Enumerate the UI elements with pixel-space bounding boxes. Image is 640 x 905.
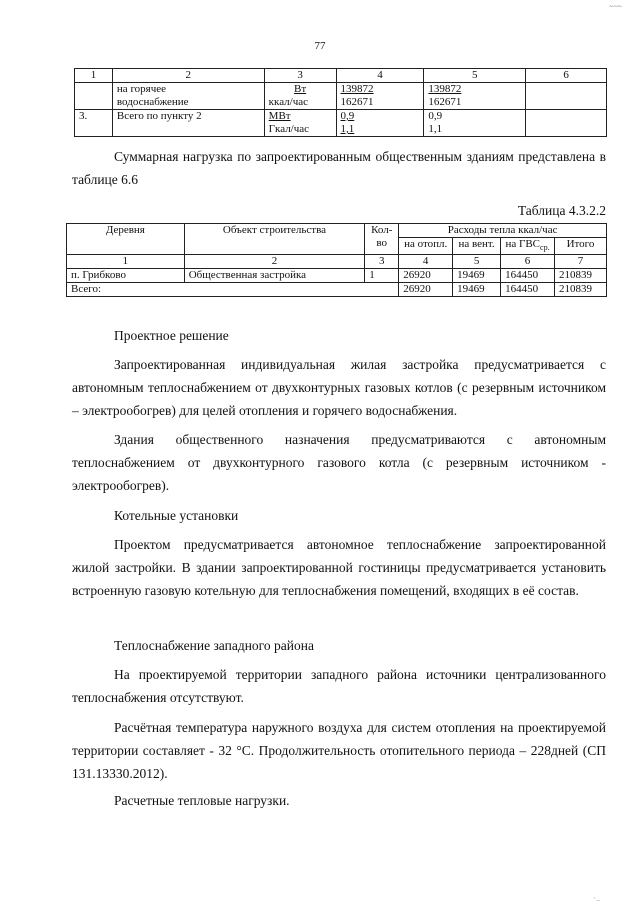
cell-line: 162671 (340, 96, 374, 108)
design-heading: Проектное решение (114, 328, 229, 343)
cell-empty (526, 110, 607, 137)
table-row (75, 110, 607, 137)
header-heating: на отопл. (399, 238, 453, 255)
cell-total-label: Всего: (67, 283, 399, 297)
cell-heating: 26920 (399, 269, 453, 283)
page-number: 77 (314, 40, 326, 52)
header-gvs-sub: ср. (540, 243, 550, 253)
cell-value (336, 110, 424, 137)
col-num: 5 (453, 255, 501, 269)
cell-unit (264, 83, 336, 110)
header-gvs (501, 238, 555, 255)
cell-index: 3. (75, 110, 113, 137)
cell-value (336, 83, 424, 110)
loads-heading: Расчетные тепловые нагрузки. (114, 793, 290, 808)
cell-line: 0,9 (428, 110, 443, 122)
col-num-2: 2 (112, 69, 264, 83)
cell-name (112, 83, 264, 110)
col-num: 1 (67, 255, 185, 269)
corner-mark: ~~~ (609, 2, 622, 11)
col-num-1: 1 (75, 69, 113, 83)
cell-object: Общественная застройка (184, 269, 365, 283)
corner-mark-bottom: ·.. (593, 894, 600, 903)
cell-ventilation: 19469 (453, 269, 501, 283)
header-village: Деревня (67, 224, 185, 255)
cell-count: 1 (365, 269, 399, 283)
col-num: 2 (184, 255, 365, 269)
cell-ventilation: 19469 (453, 283, 501, 297)
cell-line: 139872 (340, 83, 374, 95)
summary-paragraph: Суммарная нагрузка по запроектированным общественным зданиям представлена в таблице 6.6 (72, 149, 606, 187)
table-total-row (67, 283, 607, 297)
table-caption: Таблица 4.3.2.2 (517, 203, 606, 218)
cell-line: 162671 (428, 96, 462, 108)
col-num-6: 6 (526, 69, 607, 83)
cell-value (424, 110, 526, 137)
header-gvs-label: на ГВС (505, 238, 541, 250)
cell-index (75, 83, 113, 110)
cell-line: ккал/час (268, 96, 309, 108)
cell-village: п. Грибково (67, 269, 185, 283)
cell-total: 210839 (555, 269, 607, 283)
heat-load-table-continued (74, 68, 607, 137)
header-total: Итого (555, 238, 607, 255)
cell-line: 139872 (428, 83, 462, 95)
paragraph-boiler: Проектом предусматривается автономное теплоснабжение запроектированной жилой застройки. В здании запроектированной гостиницы предусматривается установить встроенную газовую котельную для теплоснабжения помещений, входящих в её состав. (72, 537, 606, 598)
cell-heating: 26920 (399, 283, 453, 297)
col-num: 4 (399, 255, 453, 269)
header-consumption: Расходы тепла ккал/час (399, 224, 607, 238)
table-header-row (75, 69, 607, 83)
cell-unit (264, 110, 336, 137)
cell-value (424, 83, 526, 110)
cell-name (112, 110, 264, 137)
cell-line: на горячее (116, 83, 167, 95)
paragraph-residential: Запроектированная индивидуальная жилая застройка предусматривается с автономным теплоснабжением от двухконтурных газовых котлов (с резервным источником – электрообогрев) для целей отопления и горячего водоснабжения. (72, 357, 606, 418)
public-buildings-heat-table (66, 223, 607, 297)
col-num: 7 (555, 255, 607, 269)
paragraph-temperature: Расчётная температура наружного воздуха для систем отопления на проектируемой территории составляет - 32 °С. Продолжительность отопительного периода – 228дней (СП 131.13330.2012). (72, 720, 606, 781)
table-header-row (67, 224, 607, 238)
cell-line: 1,1 (340, 123, 355, 135)
header-object: Объект строительства (184, 224, 365, 255)
cell-gvs: 164450 (501, 283, 555, 297)
col-num: 6 (501, 255, 555, 269)
col-num: 3 (365, 255, 399, 269)
table-number-row (67, 255, 607, 269)
cell-line: Вт (294, 83, 307, 95)
boiler-heading: Котельные установки (114, 508, 239, 523)
table-row (75, 83, 607, 110)
cell-line: 1,1 (428, 123, 443, 135)
cell-total: 210839 (555, 283, 607, 297)
col-num-3: 3 (264, 69, 336, 83)
header-count: Кол-во (365, 224, 399, 255)
header-ventilation: на вент. (453, 238, 501, 255)
cell-line: МВт (268, 110, 291, 122)
cell-line: Гкал/час (268, 123, 310, 135)
cell-gvs: 164450 (501, 269, 555, 283)
cell-line: 0,9 (340, 110, 355, 122)
paragraph-public: Здания общественного назначения предусматриваются с автономным теплоснабжением от двухконтурного газового котла (с резервным источником - электрообогрев). (72, 432, 606, 493)
cell-line: Всего по пункту 2 (116, 110, 202, 122)
paragraph-west: На проектируемой территории западного района источники централизованного теплоснабжения отсутствуют. (72, 667, 606, 705)
cell-line: водоснабжение (116, 96, 189, 108)
cell-empty (526, 83, 607, 110)
col-num-4: 4 (336, 69, 424, 83)
col-num-5: 5 (424, 69, 526, 83)
table-row (67, 269, 607, 283)
west-district-heading: Теплоснабжение западного района (114, 638, 314, 653)
